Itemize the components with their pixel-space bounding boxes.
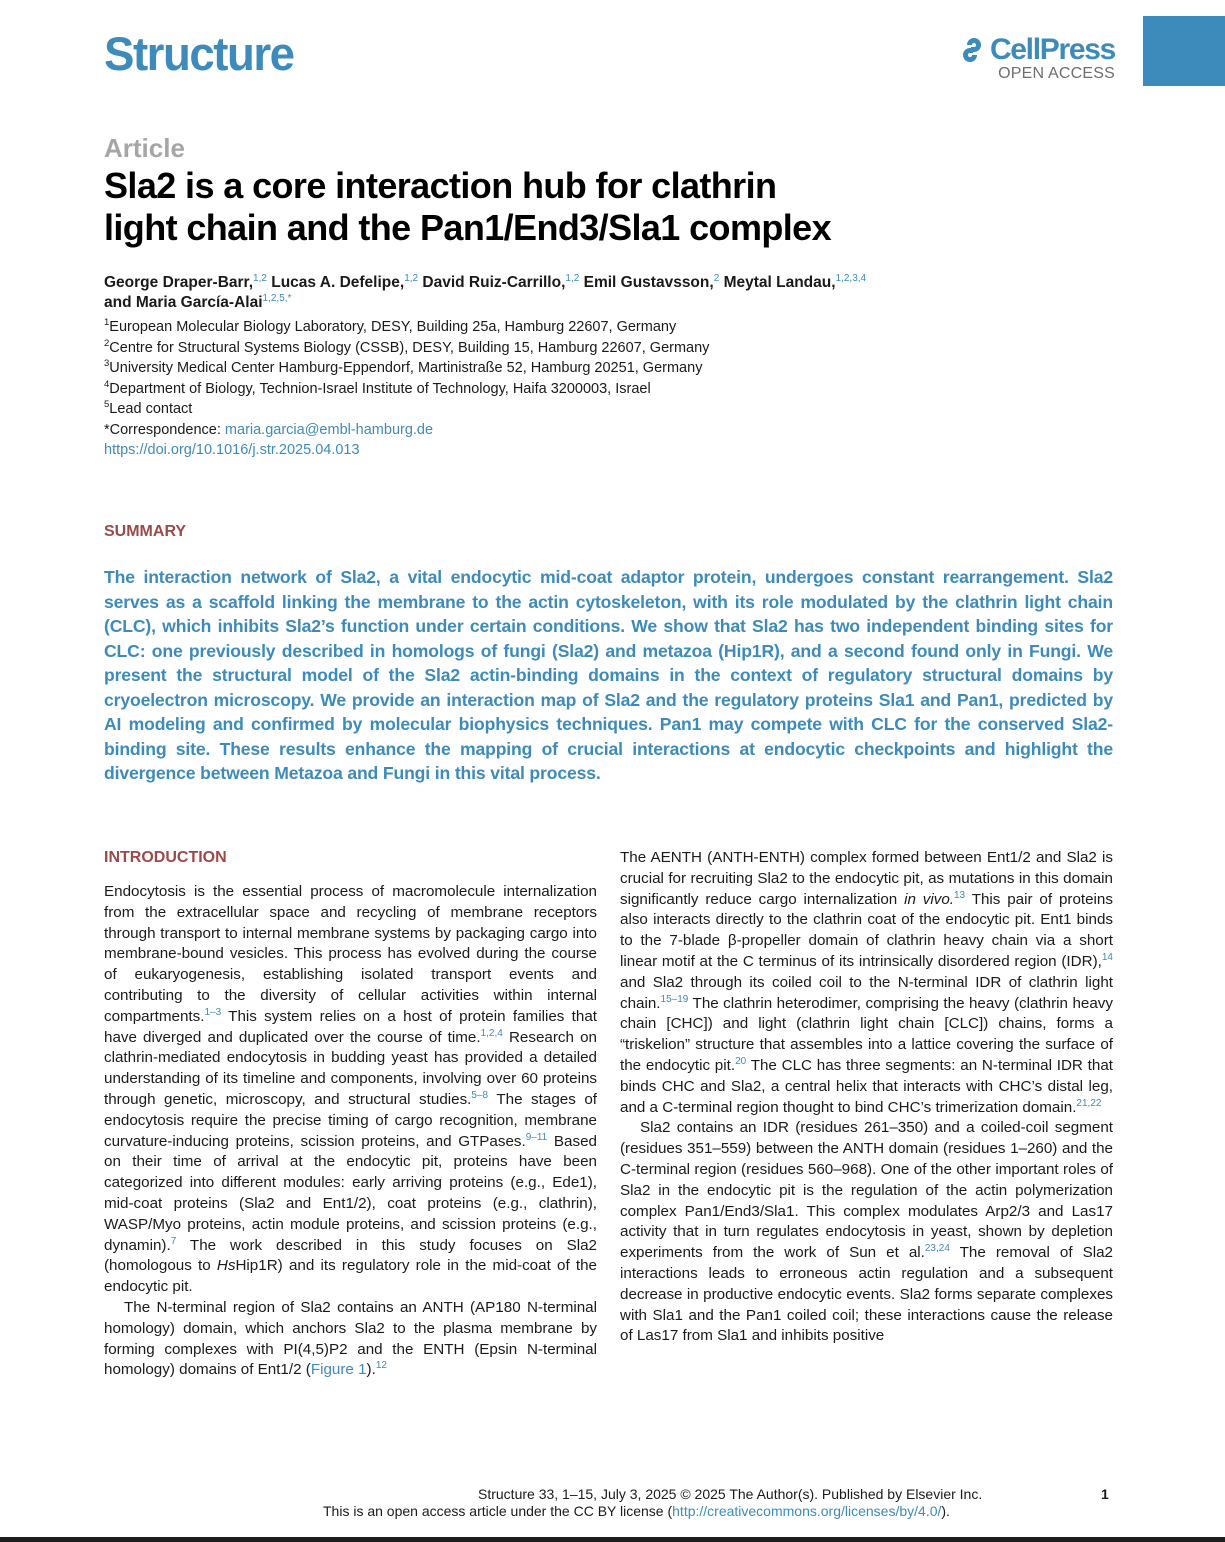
affiliation-ref[interactable]: 1,2,5,* [262, 293, 292, 304]
author[interactable]: Emil Gustavsson,$^2$ [583, 273, 720, 291]
italic-text: Hs [216, 1257, 236, 1275]
affiliation: $^1$European Molecular Biology Laboratory, DESY, Building 25a, Hamburg 22607, Germany [104, 317, 677, 335]
body-column-left [104, 882, 597, 1381]
affiliation: $^4$Department of Biology, Technion-Israel Institute of Technology, Haifa 3200003, Israel [104, 378, 651, 397]
paragraph: Endocytosis is the essential process of macromolecule internalization from the extracellular space and recycling of membrane receptors through transport to internal membrane systems by packaging cargo into membrane-bound vesicles. This process has evolved during the course of eukaryogenesis, establishing isolated transport events and contributing to the diversity of cellular activities within internal compartments.$^{1-3}$ This system relies on a host of protein families that have diverged and duplicated over the course of time.$^{1,2,4}$ Research on clathrin-mediated endocytosis in budding yeast has provided a detailed understanding of its timeline and components, involving over 60 proteins through genetic, microscopy, and structural studies.$^{5-8}$ The stages of endocytosis require the precise timing of cargo recognition, membrane curvature-inducing proteins, scission proteins, and GTPases.$^{9-11}$ Based on their time of arrival at the endocytic pit, proteins have been categorized into different modules: early arriving proteins (e.g., Ede1), mid-coat proteins (Sla2 and Ent1/2), coat proteins (e.g., clathrin), WASP/Myo proteins, actin module proteins, and scission proteins (e.g., dynamin).$^7$ The work described in this study focuses on Sla2 (homologous to HsHip1R) and its regulatory role in the mid-coat of the endocytic pit. [104, 883, 598, 1296]
cellpress-logo-icon [957, 35, 987, 65]
paragraph: Sla2 contains an IDR (residues 261–350) and a coiled-coil segment (residues 351–559) between the ANTH domain (residues 1–260) and the C-terminal region (residues 560–968). One of the other important roles of Sla2 in the endocytic pit is the regulation of the actin polymerization complex Pan1/End3/Sla1. This complex modulates Arp2/3 and Las17 activity that in turn regulates endocytosis in yeast, shown by depletion experiments from the work of Sun et al.$^{23,24}$ The removal of Sla2 interactions leads to erroneous actin regulation and a subsequent decrease in productive endocytic events. Sla2 forms separate complexes with Sla1 and the Pan1 coiled coil; these interactions cause the release of Las17 from Sla1 and inhibits positive [620, 1119, 1113, 1345]
affiliation-ref[interactable]: 1,2 [565, 273, 580, 284]
author[interactable]: Meytal Landau,$^{1,2,3,4}$ [723, 273, 867, 291]
citation-ref-link[interactable]: 21,22 [1076, 1097, 1102, 1109]
citation-ref-link[interactable]: 5–8 [471, 1089, 489, 1101]
correspondence: *Correspondence: maria.garcia@embl-hamburg.de [104, 421, 434, 438]
affiliation-ref[interactable]: 1,2 [404, 273, 419, 284]
citation-ref-link[interactable]: 15–19 [660, 993, 689, 1005]
article-title [104, 165, 831, 249]
summary-text: The interaction network of Sla2, a vital endocytic mid-coat adaptor protein, undergoes constant rearrangement. Sla2 serves as a scaffold linking the membrane to the actin cytoskeleton, with its role modulated by the clathrin light chain (CLC), which inhibits Sla2’s function under certain conditions. We show that Sla2 has two independent binding sites for CLC: one previously described in homologs of fungi (Sla2) and metazoa (Hip1R), and a second found only in Fungi. We present the structural model of the Sla2 actin-binding domains in the context of regulatory structural domains by cryoelectron microscopy. We provide an interaction map of Sla2 and the regulatory proteins Sla1 and Pan1, predicted by AI modeling and confirmed by molecular biophysics techniques. Pan1 may compete with CLC for the conserved Sla2-binding site. These results enhance the mapping of crucial interactions at endocytic checkpoints and highlight the divergence between Metazoa and Fungi in this vital process. [104, 567, 1113, 783]
citation-ref-link[interactable]: 13 [953, 889, 966, 901]
title-line-1: Sla2 is a core interaction hub for clathrin [104, 165, 777, 206]
affiliation-ref[interactable]: 2 [713, 273, 720, 284]
citation-ref-link[interactable]: 7 [170, 1235, 177, 1247]
author[interactable]: Lucas A. Defelipe,$^{1,2}$ [271, 273, 419, 291]
paragraph: The AENTH (ANTH-ENTH) complex formed between Ent1/2 and Sla2 is crucial for recruiting Sla2 to the endocytic pit, as mutations in this domain significantly reduce cargo internalization in vivo.$^{13}$ This pair of proteins also interacts directly to the clathrin coat of the endocytic pit. Ent1 binds to the 7-blade β-propeller domain of clathrin heavy chain via a short linear motif at the C terminus of its intrinsically disordered region (IDR),$^{14}$ and Sla2 through its coiled coil to the N-terminal IDR of clathrin light chain.$^{15-19}$ The clathrin heterodimer, comprising the heavy (clathrin heavy chain [CHC]) and light (clathrin light chain [CLC]) chains, forms a “triskelion” structure that assembles into a lattice covering the surface of the endocytic pit.$^{20}$ The CLC has three segments: an N-terminal IDR that binds CHC and Sla2, a central helix that interacts with CHC’s distal leg, and a C-terminal region thought to bind CHC’s trimerization domain.$^{21,22}$ [620, 849, 1113, 1116]
publisher-name: CellPress [989, 33, 1115, 66]
correspondence-email-link[interactable]: maria.garcia@embl-hamburg.de [224, 421, 434, 438]
citation-ref-link[interactable]: 20 [735, 1055, 747, 1067]
affiliation-ref[interactable]: 1,2,3,4 [835, 273, 867, 284]
license-link[interactable]: http://creativecommons.org/licenses/by/4.0/ [672, 1503, 942, 1519]
affiliation: $^3$University Medical Center Hamburg-Eppendorf, Martinistraße 52, Hamburg 20251, Germany [104, 358, 703, 376]
introduction-heading: INTRODUCTION [104, 849, 227, 866]
journal-color-tab [1143, 16, 1225, 86]
affiliation: $^5$Lead contact [104, 399, 193, 417]
article-type-label: Article [104, 133, 185, 163]
citation-line: Structure 33, 1–15, July 3, 2025 © 2025 The Author(s). Published by Elsevier Inc. [478, 1486, 983, 1502]
author[interactable]: David Ruiz-Carrillo,$^{1,2}$ [422, 273, 580, 291]
body-column-right [620, 848, 1113, 1347]
author[interactable]: and Maria García-Alai$^{1,2,5,*}$ [104, 293, 292, 311]
citation-ref-link[interactable]: 14 [1101, 951, 1113, 963]
author[interactable]: George Draper-Barr,$^{1,2}$ [104, 273, 267, 291]
affiliations [104, 317, 709, 461]
open-access-label: OPEN ACCESS [998, 65, 1115, 82]
doi-link[interactable]: https://doi.org/10.1016/j.str.2025.04.013 [104, 442, 360, 458]
license-line: This is an open access article under the CC BY license (http://creativecommons.org/licenses/by/4.0/). [323, 1503, 950, 1519]
affiliation: $^2$Centre for Structural Systems Biology (CSSB), DESY, Building 15, Hamburg 22607, Germany [104, 337, 710, 356]
citation-ref-link[interactable]: 1,2,4 [480, 1027, 503, 1039]
figure-link[interactable]: Figure 1 [310, 1361, 367, 1379]
italic-text: in vivo. [904, 890, 954, 908]
citation-ref-link[interactable]: 1–3 [204, 1006, 222, 1018]
affiliation-ref[interactable]: 1,2 [253, 273, 267, 284]
publisher-logo[interactable] [945, 33, 1115, 93]
page-number: 1 [1101, 1486, 1109, 1502]
journal-name: Structure [104, 27, 294, 80]
citation-ref-link[interactable]: 9–11 [525, 1131, 548, 1143]
paragraph: The N-terminal region of Sla2 contains an ANTH (AP180 N-terminal homology) domain, which anchors Sla2 to the plasma membrane by forming complexes with PI(4,5)P2 and the ENTH (Epsin N-terminal homology) domains of Ent1/2 (Figure 1).$^{12}$ [104, 1298, 597, 1379]
title-line-2: light chain and the Pan1/End3/Sla1 complex [104, 207, 831, 248]
citation-ref-link[interactable]: 12 [375, 1360, 387, 1372]
citation-ref-link[interactable]: 23,24 [924, 1243, 950, 1255]
author-list [104, 273, 1044, 313]
summary-heading: SUMMARY [104, 523, 187, 540]
page-bottom-rule [0, 1537, 1225, 1542]
